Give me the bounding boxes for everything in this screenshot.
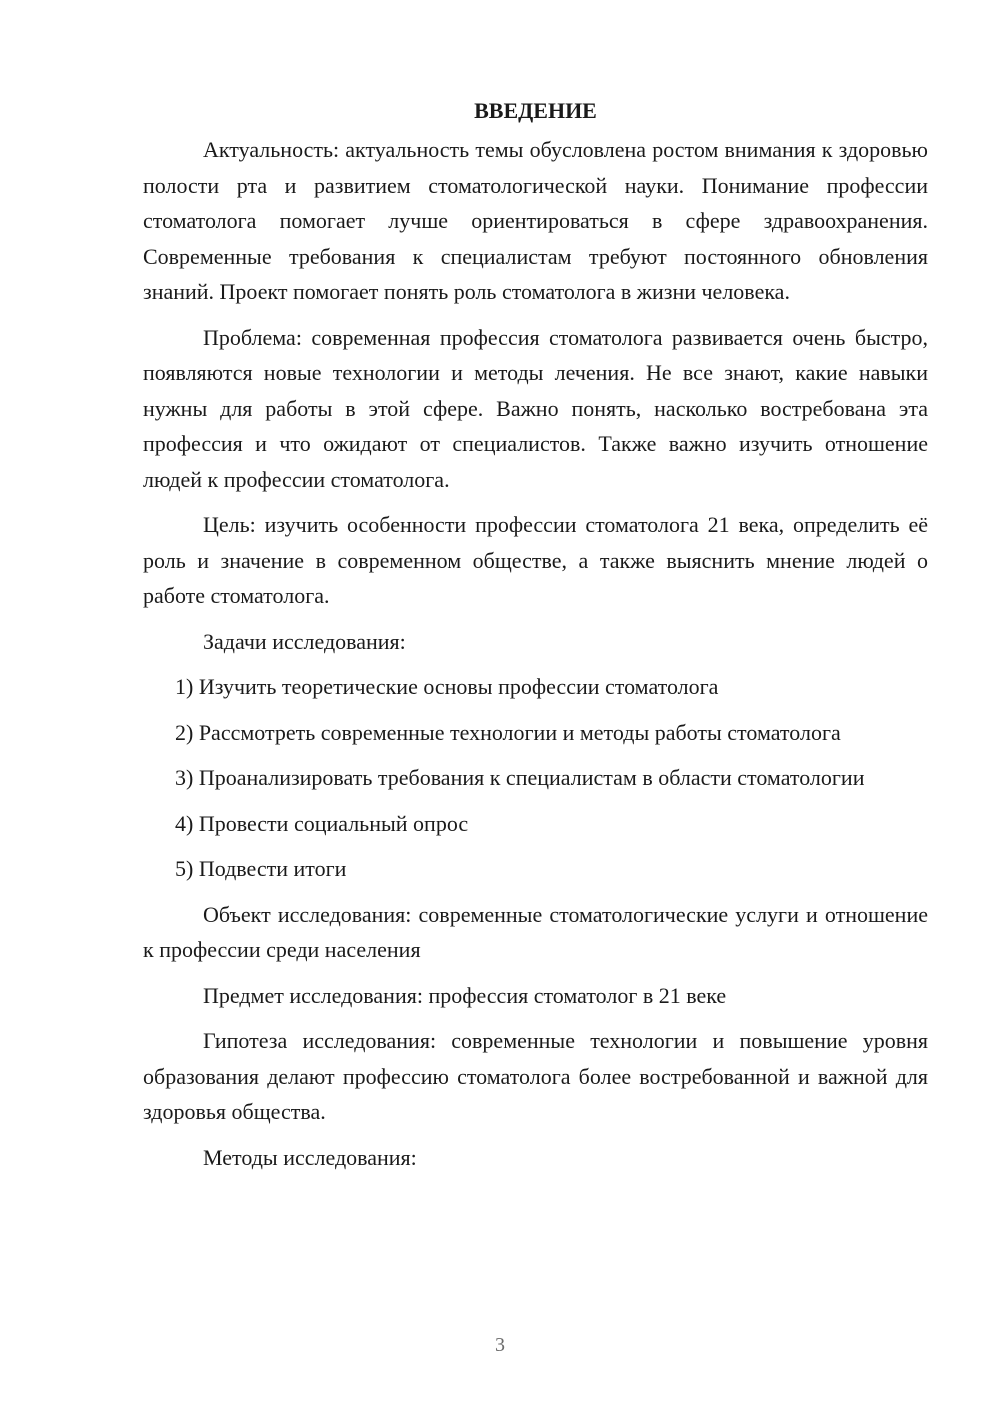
paragraph-goal: Цель: изучить особенности профессии стоматолога 21 века, определить её роль и значение в современном обществе, а также выяснить мнение людей о работе стоматолога. xyxy=(143,512,928,608)
page-number: 3 xyxy=(495,1334,505,1356)
paragraph-object: Объект исследования: современные стоматологические услуги и отношение к профессии среди населения xyxy=(143,901,928,962)
task-item: 4) Провести социальный опрос xyxy=(175,810,469,836)
task-item: 1) Изучить теоретические основы профессии стоматолога xyxy=(175,674,719,699)
task-item: 3) Проанализировать требования к специалистам в области стоматологии xyxy=(175,765,865,790)
paragraph-hypothesis: Гипотеза исследования: современные технологии и повышение уровня образования делают профессию стоматолога более востребованной и важной для здоровья общества. xyxy=(143,1028,928,1124)
paragraph-subject: Предмет исследования: профессия стоматолог в 21 веке xyxy=(203,982,727,1008)
paragraph-problem: Проблема: современная профессия стоматолога развивается очень быстро, появляются новые технологии и методы лечения. Не все знают, какие навыки нужны для работы в этой сфере. Важно понять, насколько востребована эта профессия и что ожидают от специалистов. Также важно изучить отношение людей к профессии стоматолога. xyxy=(143,324,928,492)
paragraph-methods: Методы исследования: xyxy=(203,1144,417,1170)
document-page xyxy=(143,92,928,1185)
paragraph-tasks-heading: Задачи исследования: xyxy=(203,628,406,654)
paragraph-relevance: Актуальность: актуальность темы обусловлена ростом внимания к здоровью полости рта и развитием стоматологической науки. Понимание профессии стоматолога помогает лучше ориентироваться в сфере здравоохранения. Современные требования к специалистам требуют постоянного обновления знаний. Проект помогает понять роль стоматолога в жизни человека. xyxy=(143,137,928,304)
task-item: 5) Подвести итоги xyxy=(175,856,347,881)
task-item: 2) Рассмотреть современные технологии и методы работы стоматолога xyxy=(175,719,841,745)
document-title: ВВЕДЕНИЕ xyxy=(474,98,597,123)
